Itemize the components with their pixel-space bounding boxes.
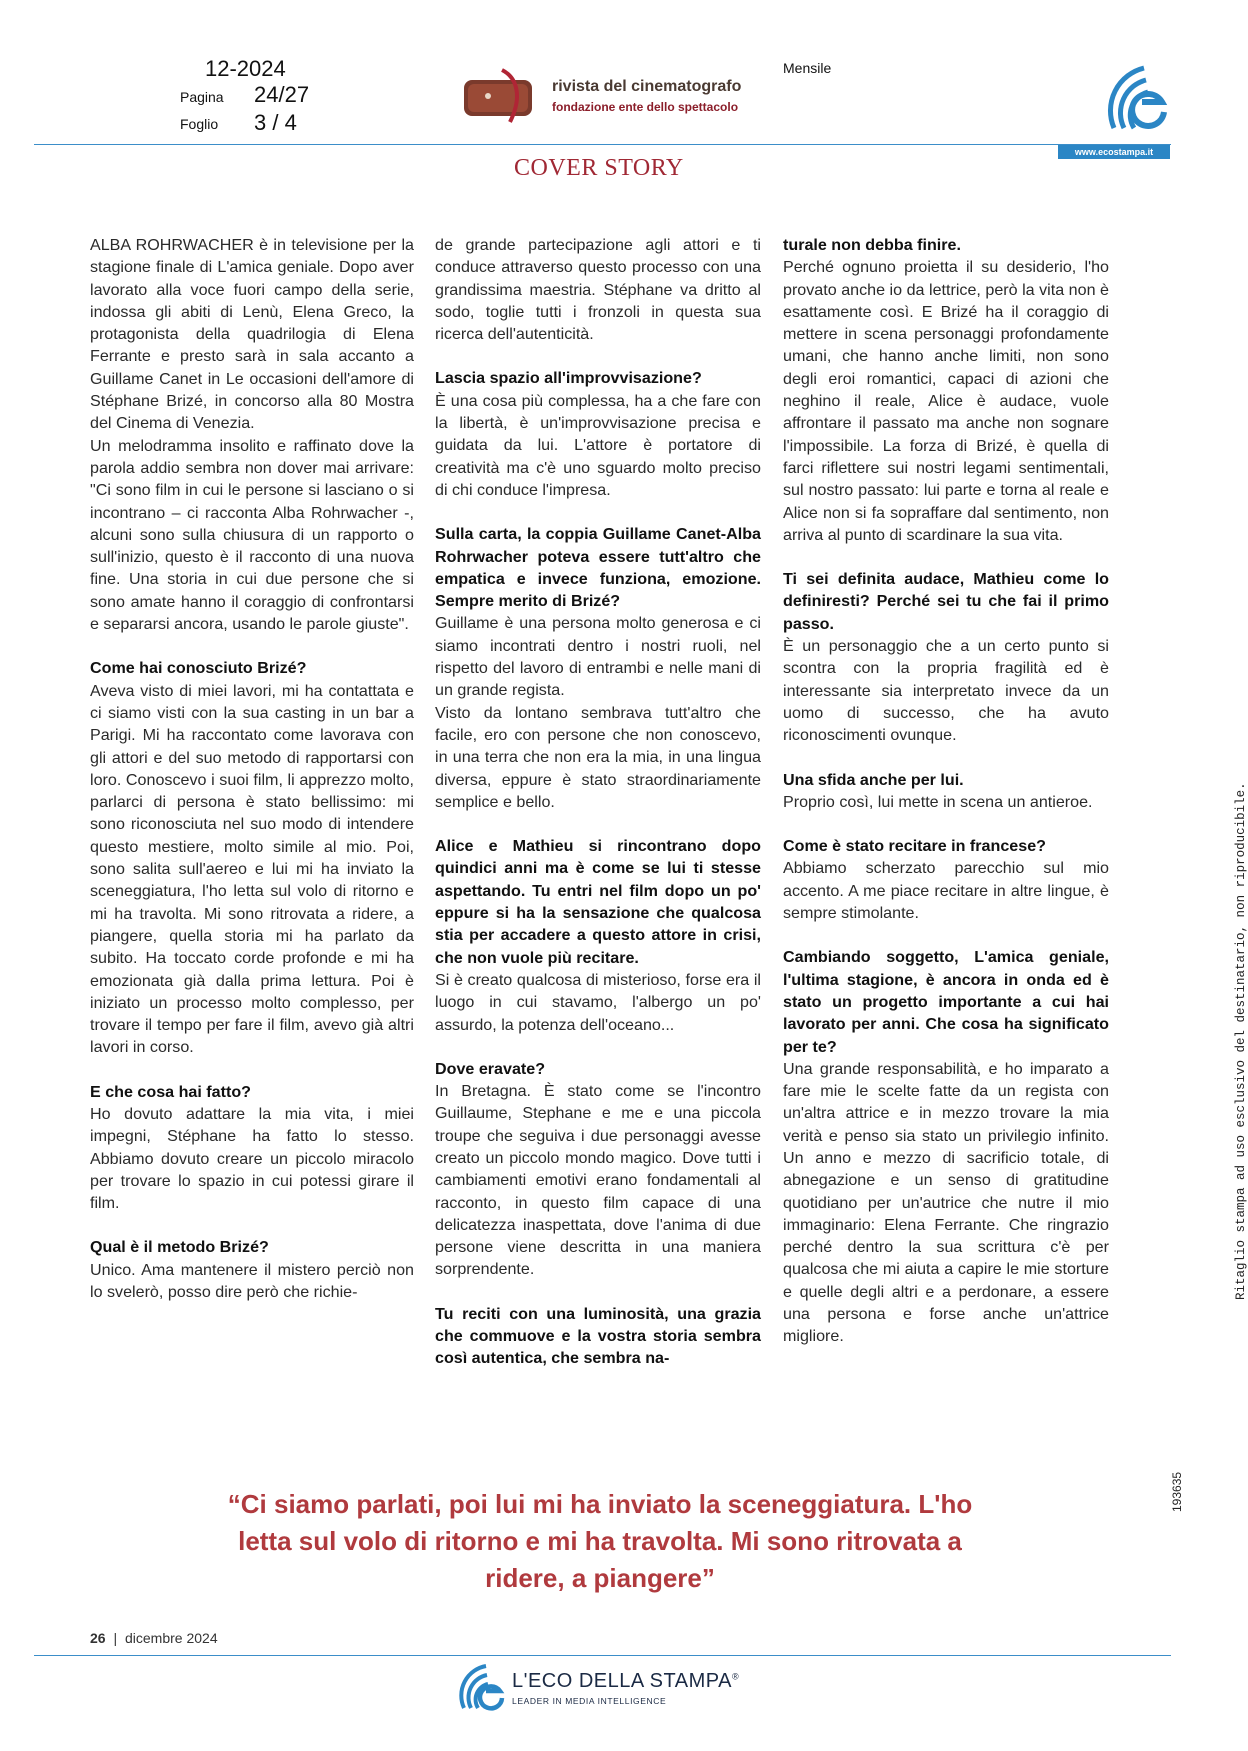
answer: Visto da lontano sembrava tutt'altro che facile, ero con persone che non conoscevo, in una terra che non era la mia, in una lingua diversa, eppure è stato straordinariamente semplice e bello. (435, 703, 761, 811)
pull-quote: “Ci siamo parlati, poi lui mi ha inviato la sceneggiatura. L'ho letta sul volo di ritorno e mi ha travolta. Mi sono ritrovata a ridere, a piangere” (227, 1489, 973, 1593)
question: Come hai conosciuto Brizé? (90, 659, 307, 678)
column-1 (90, 234, 414, 1303)
ecostampa-e-logo-icon (1092, 58, 1170, 134)
pagina-label: Pagina (180, 89, 224, 105)
answer: Una grande responsabilità, e ho imparato a fare mie le scelte fatte da un regista con un'altra attrice e in mezzo trovare la mia verità e penso sia stato un privilegio infinito. Un anno e mezzo di sacrificio totale, di abnegazione e un senso di gratitudine quotidiano per un'autrice che nutre il mio immaginario: Elena Ferrante. Che ringrazio perché dentro la sua scrittura c'è per qualcosa che mi aiuta a capire le mie storture e quelle degli altri e a perdonare, a essere una persona e forse anche un'attrice migliore. (783, 1059, 1109, 1346)
question: Una sfida anche per lui. (783, 770, 964, 789)
footer-tagline: LEADER IN MEDIA INTELLIGENCE (512, 1696, 667, 1706)
eco-della-stampa-logo-icon (450, 1660, 506, 1712)
intro-paragraph: ALBA ROHRWACHER è in televisione per la stagione finale di L'amica geniale. Dopo aver lavorato alla voce fuori campo della serie, indossa gli abiti di Lenù, Elena Greco, la protagonista della quadrilogia di Elena Ferrante e presto sarà in sala accanto a Guillame Canet in Le occasioni dell'amore di Stéphane Brizé, in concorso alla 80 Mostra del Cinema di Venezia. (90, 236, 414, 433)
page-number: 26 (90, 1630, 106, 1646)
foglio-value: 3 / 4 (254, 110, 297, 135)
website-link[interactable]: www.ecostampa.it (1058, 145, 1170, 159)
frequency-label: Mensile (783, 60, 832, 76)
masthead-logo-icon (462, 68, 548, 124)
answer: Perché ognuno proietta il su desiderio, l'ho provato anche io da lettrice, però la vita non è esattamente così. E Brizé ha il coraggio di mettere in scena personaggi profondamente umani, che hanno anche limiti, non sono degli eroi romantici, capaci di azioni che neghino il reale, Alice è audace, vuole affrontare il passato ma anche non sognare l'impossibile. La forza di Brizé, è quella di farci riflettere sui nostri legami sentimentali, sul nostro passato: lui parte e torna al reale e Alice non si fa sopraffare dal sentimento, non arriva al punto di scardinare la sua vita. (783, 258, 1109, 544)
masthead-title: rivista del cinematografo (552, 78, 742, 95)
answer: Aveva visto di miei lavori, mi ha contattata e ci siamo visti con la sua casting in un bar a Parigi. Mi ha raccontato come lavorava con gli attori e del suo metodo di rapportarsi con loro. Conoscevo i suoi film, li apprezzo molto, parlarci di persona è stato bellissimo: mi sono riconosciuta nel suo modo di intendere questo mestiere, molto simile al mio. Poi, sono salita sull'aereo e lui mi ha inviato la sceneggiatura, l'ho letta sul volo di ritorno e mi ha travolta. Mi sono ritrovata a ridere, a piangere, quella storia mi ha parlato da subito. Ha toccato corde profonde e mi ha emozionata già dalla prima lettura. Poi è iniziato un processo molto complesso, per trovare il tempo per fare il film, avevo già altri lavori in corso. (90, 681, 414, 1057)
masthead-subtitle: fondazione ente dello spettacolo (552, 100, 739, 114)
answer: de grande partecipazione agli attori e ti conduce attraverso questo processo con una grandissima maestria. Stéphane va dritto al sodo, toglie tutti i fronzoli in questa sua ricerca dell'autenticità. (435, 236, 761, 344)
question: Sulla carta, la coppia Guillame Canet-Alba Rohrwacher poteva essere tutt'altro che empatica e invece funziona, emozione. Sempre merito di Brizé? (435, 525, 761, 611)
question: Ti sei definita audace, Mathieu come lo definiresti? Perché sei tu che fai il primo passo. (783, 570, 1109, 633)
answer: Unico. Ama mantenere il mistero perciò non lo svelerò, posso dire però che richie- (90, 1260, 414, 1302)
question-continued: turale non debba finire. (783, 236, 961, 254)
footer-brand (512, 1670, 739, 1693)
question: Come è stato recitare in francese? (783, 837, 1046, 856)
question: Alice e Mathieu si rincontrano dopo quindici anni ma è come se lui ti stesse aspettando. Tu entri nel film dopo un po' eppure si ha la sensazione che qualcosa stia per accadere a questo attore in crisi, che non vuole più recitare. (435, 837, 761, 967)
clip-code: 193635 (1170, 1471, 1184, 1512)
column-2 (435, 234, 761, 1370)
pagina-value: 24/27 (254, 82, 310, 107)
section-title: COVER STORY (514, 155, 684, 181)
footer-page-info (90, 1630, 218, 1646)
question: E che cosa hai fatto? (90, 1082, 251, 1101)
registered-mark: ® (731, 1671, 740, 1682)
answer: È una cosa più complessa, ha a che fare con la libertà, è un'improvvisazione precisa e guidata da lui. L'attore è portatore di creatività ma c'è uno sguardo molto preciso di chi conduce l'impresa. (435, 391, 761, 499)
header-divider (34, 144, 1171, 145)
question: Qual è il metodo Brizé? (90, 1238, 269, 1257)
side-notice-text: Ritaglio stampa ad uso esclusivo del destinatario, non riproducibile. (1234, 782, 1248, 1300)
clip-date: 12-2024 (205, 56, 286, 81)
question: Tu reciti con una luminosità, una grazia che commuove e la vostra storia sembra così autentica, che sembra na- (435, 1304, 761, 1368)
answer: Si è creato qualcosa di misterioso, forse era il luogo in cui stavamo, l'albergo un po' assurdo, la potenza dell'oceano... (435, 970, 761, 1034)
question: Lascia spazio all'improvvisazione? (435, 369, 702, 388)
column-3 (783, 234, 1109, 1348)
paragraph: Un melodramma insolito e raffinato dove la parola addio sembra non dover mai arrivare: "Ci sono film in cui le persone si lasciano o si incontrano – ci racconta Alba Rohrwacher -, alcuni sono sulla chiusura di un rapporto o sull'inizio, questo è il racconto di una nuova fine. Una storia in cui due persone che si sono amate hanno il coraggio di confrontarsi e separarsi ancora, usando le parole giuste". (90, 436, 414, 634)
question: Cambiando soggetto, L'amica geniale, l'ultima stagione, è ancora in onda ed è stato un progetto importante a cui hai lavorato per anni. Che cosa ha significato per te? (783, 948, 1109, 1056)
question: Dove eravate? (435, 1059, 546, 1078)
answer: Proprio così, lui mette in scena un antieroe. (783, 792, 1093, 811)
issue-date: dicembre 2024 (125, 1630, 218, 1646)
foglio-label: Foglio (180, 116, 219, 132)
brand-name: L'ECO DELLA STAMPA (512, 1670, 732, 1692)
answer: Abbiamo scherzato parecchio sul mio accento. A me piace recitare in altre lingue, è sempre stimolante. (783, 859, 1109, 923)
answer: Guillame è una persona molto generosa e ci siamo incontrati dentro i nostri ruoli, nel rispetto del lavoro di entrambi e nelle mani di un grande regista. (435, 614, 761, 700)
answer: Ho dovuto adattare la mia vita, i miei impegni, Stéphane ha fatto lo stesso. Abbiamo dovuto creare un piccolo miracolo per trovare lo spazio in cui potessi girare il film. (90, 1104, 414, 1213)
footer-divider (34, 1655, 1171, 1656)
footer-separator: | (113, 1630, 118, 1646)
side-notice (1216, 580, 1248, 1300)
answer: È un personaggio che a un certo punto si scontra con la propria fragilità ed è interessante sia interpretato invece da un uomo di successo, che ha avuto riconoscimenti ovunque. (783, 637, 1109, 745)
answer: In Bretagna. È stato come se l'incontro Guillaume, Stephane e me e una piccola troupe che seguiva i due personaggi avesse creato un piccolo mondo magico. Dove tutti i cambiamenti emotivi erano fondamentali al racconto, in questo film capace di una delicatezza inaspettata, dove l'anima di due persone viene descritta in una maniera sorprendente. (435, 1082, 761, 1279)
